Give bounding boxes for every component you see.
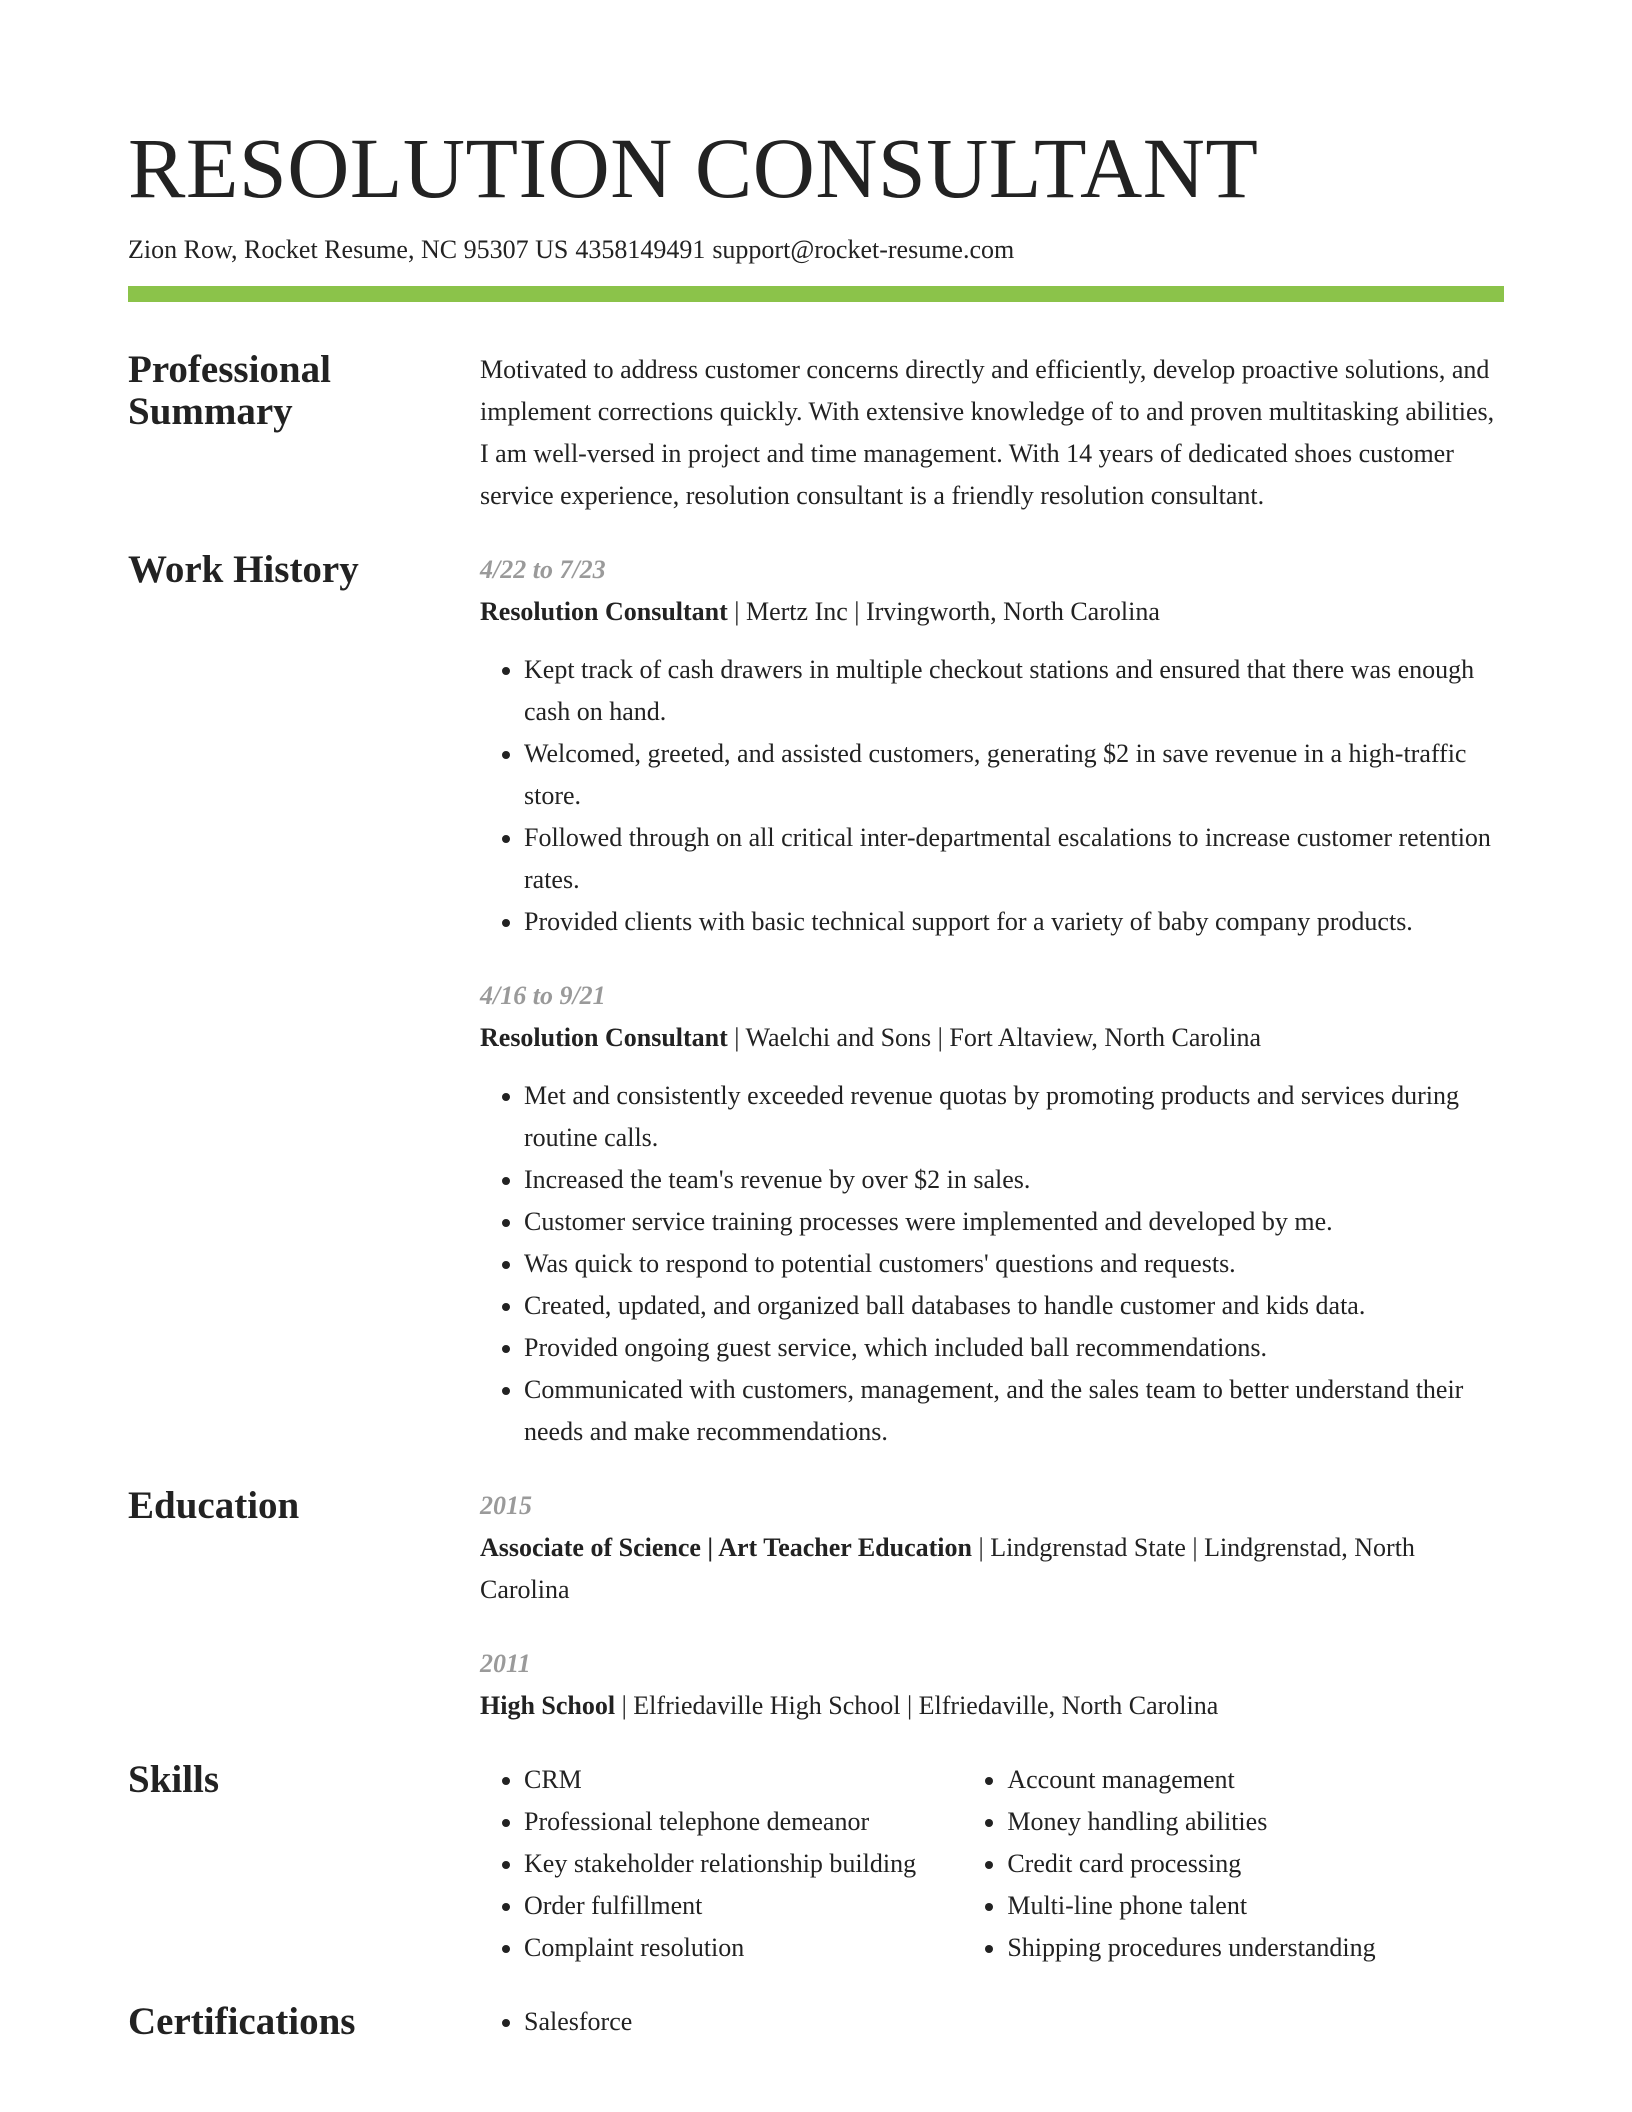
job-bullet: • Communicated with customers, management, and the sales team to better understand their needs and make recommendations. [524,1369,1504,1453]
job-bullets [480,1075,1504,1453]
header-divider [128,286,1504,302]
education-entry [480,1485,1504,1611]
summary-section [128,349,1504,517]
summary-text: Motivated to address customer concerns directly and efficiently, develop proactive solutions, and implement corrections quickly. With extensive knowledge of to and proven multitasking abilities, I am well-versed in project and time management. With 14 years of dedicated shoes customer service experience, resolution consultant is a friendly resolution consultant. [480,355,1495,510]
education-school-location: | Elfriedaville High School | Elfriedaville, North Carolina [615,1691,1219,1720]
job-bullets [480,649,1504,943]
skills-body [480,1759,1504,1969]
section-title-certifications: Certifications [128,2000,356,2043]
education-heading [480,1685,1504,1727]
education-degree: High School [480,1691,616,1720]
education-degree: Associate of Science | Art Teacher Education [480,1533,972,1562]
job-company-location: | Waelchi and Sons | Fort Altaview, North Carolina [727,1023,1262,1052]
contact-address: Zion Row, Rocket Resume, NC 95307 US [128,235,569,264]
education-section [128,1485,1504,1727]
education-entry [480,1643,1504,1727]
work-history-body [480,549,1504,1453]
skill-item: • CRM [524,1759,963,1801]
skill-item: • Complaint resolution [524,1927,963,1969]
resume-page [128,0,1504,2043]
certifications-list [480,2001,1504,2043]
education-school-location: | Lindgrenstad State | Lindgrenstad, North Carolina [480,1533,1415,1604]
job-dates: 4/16 to 9/21 [480,981,606,1010]
skill-item: • Shipping procedures understanding [1007,1927,1504,1969]
job-bullet: • Followed through on all critical inter-departmental escalations to increase customer retention rates. [524,817,1504,901]
education-body [480,1485,1504,1727]
job-bullet: • Created, updated, and organized ball databases to handle customer and kids data. [524,1285,1504,1327]
job-entry [480,975,1504,1453]
skill-item: • Money handling abilities [1007,1801,1504,1843]
skill-item: • Professional telephone demeanor [524,1801,963,1843]
contact-email: support@rocket-resume.com [712,235,1015,264]
skill-item: • Account management [1007,1759,1504,1801]
skill-item: • Order fulfillment [524,1885,963,1927]
skill-item: • Key stakeholder relationship building [524,1843,963,1885]
education-year: 2011 [480,1649,531,1678]
skills-list-right [963,1759,1504,1969]
skill-item: • Credit card processing [1007,1843,1504,1885]
skills-list-left [480,1759,963,1969]
job-company-location: | Mertz Inc | Irvingworth, North Carolina [727,597,1160,626]
education-year: 2015 [480,1491,532,1520]
job-bullet: • Customer service training processes were implemented and developed by me. [524,1201,1504,1243]
contact-phone: 4358149491 [575,235,706,264]
contact-line [128,234,1504,266]
section-title-skills: Skills [128,1758,220,1801]
job-heading [480,591,1504,633]
job-heading [480,1017,1504,1059]
job-bullet: • Kept track of cash drawers in multiple checkout stations and ensured that there was enough cash on hand. [524,649,1504,733]
summary-body [480,349,1504,517]
certification-item: • Salesforce [524,2001,1504,2043]
certifications-section [128,2001,1504,2043]
skills-section [128,1759,1504,1969]
resume-name: RESOLUTION CONSULTANT [128,120,1259,216]
education-heading [480,1527,1504,1611]
job-title: Resolution Consultant [480,1023,728,1052]
job-bullet: • Met and consistently exceeded revenue quotas by promoting products and services during routine calls. [524,1075,1504,1159]
section-title-work: Work History [128,548,359,591]
certifications-body [480,2001,1504,2043]
job-bullet: • Increased the team's revenue by over $2 in sales. [524,1159,1504,1201]
section-title-education: Education [128,1484,300,1527]
job-title: Resolution Consultant [480,597,728,626]
work-history-section [128,549,1504,1453]
job-entry [480,549,1504,943]
job-dates: 4/22 to 7/23 [480,555,606,584]
section-title-summary: Professional Summary [128,348,331,433]
job-bullet: • Provided ongoing guest service, which included ball recommendations. [524,1327,1504,1369]
job-bullet: • Welcomed, greeted, and assisted customers, generating $2 in save revenue in a high-traffic store. [524,733,1504,817]
job-bullet: • Provided clients with basic technical support for a variety of baby company products. [524,901,1504,943]
skill-item: • Multi-line phone talent [1007,1885,1504,1927]
job-bullet: • Was quick to respond to potential customers' questions and requests. [524,1243,1504,1285]
